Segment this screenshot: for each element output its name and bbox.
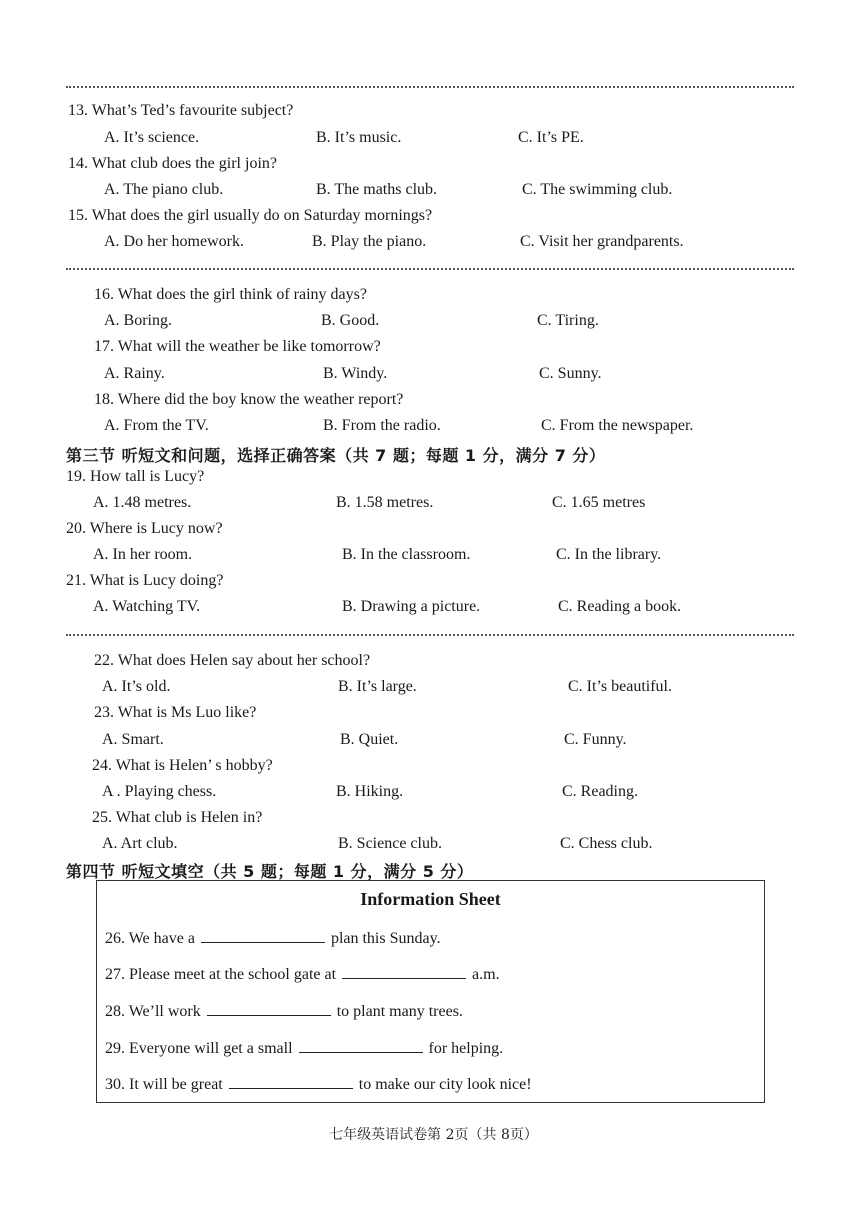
option-16a: A. Boring. bbox=[104, 312, 172, 329]
option-24c: C. Reading. bbox=[562, 783, 638, 800]
option-23c: C. Funny. bbox=[564, 731, 627, 748]
option-18b: B. From the radio. bbox=[323, 417, 441, 434]
page-footer: 七年级英语试卷第 2页（共 8页） bbox=[329, 1127, 538, 1143]
question-23: 23. What is Ms Luo like? bbox=[94, 704, 257, 721]
option-18c: C. From the newspaper. bbox=[541, 417, 694, 434]
option-14c: C. The swimming club. bbox=[522, 181, 673, 198]
question-17: 17. What will the weather be like tomorrow? bbox=[94, 338, 381, 355]
answer-blank[interactable] bbox=[229, 1074, 353, 1089]
option-13b: B. It’s music. bbox=[316, 129, 402, 146]
dotted-divider bbox=[66, 268, 794, 270]
fill-text-after: for helping. bbox=[428, 1040, 504, 1057]
fill-text-before: 30. It will be great bbox=[105, 1076, 223, 1093]
option-16b: B. Good. bbox=[321, 312, 380, 329]
answer-blank[interactable] bbox=[207, 1001, 331, 1016]
question-13: 13. What’s Ted’s favourite subject? bbox=[68, 102, 294, 119]
question-18: 18. Where did the boy know the weather report? bbox=[94, 391, 404, 408]
question-25: 25. What club is Helen in? bbox=[92, 809, 263, 826]
option-19c: C. 1.65 metres bbox=[552, 494, 646, 511]
question-15: 15. What does the girl usually do on Saturday mornings? bbox=[68, 207, 433, 224]
question-19: 19. How tall is Lucy? bbox=[66, 468, 205, 485]
information-sheet-box bbox=[96, 880, 765, 1103]
option-21a: A. Watching TV. bbox=[93, 598, 201, 615]
option-22c: C. It’s beautiful. bbox=[568, 678, 672, 695]
option-14a: A. The piano club. bbox=[104, 181, 224, 198]
fill-text-before: 28. We’ll work bbox=[105, 1003, 201, 1020]
fill-text-before: 26. We have a bbox=[105, 930, 195, 947]
answer-blank[interactable] bbox=[201, 928, 325, 943]
fill-text-after: to make our city look nice! bbox=[358, 1076, 532, 1093]
option-23b: B. Quiet. bbox=[340, 731, 399, 748]
option-20a: A. In her room. bbox=[93, 546, 193, 563]
option-20b: B. In the classroom. bbox=[342, 546, 471, 563]
option-17c: C. Sunny. bbox=[539, 365, 602, 382]
option-13c: C. It’s PE. bbox=[518, 129, 584, 146]
option-20c: C. In the library. bbox=[556, 546, 662, 563]
fill-item-26 bbox=[105, 928, 441, 948]
option-17b: B. Windy. bbox=[323, 365, 388, 382]
fill-text-after: to plant many trees. bbox=[336, 1003, 463, 1020]
question-16: 16. What does the girl think of rainy days? bbox=[94, 286, 367, 303]
fill-item-27 bbox=[105, 964, 500, 984]
question-21: 21. What is Lucy doing? bbox=[66, 572, 224, 589]
option-19a: A. 1.48 metres. bbox=[93, 494, 192, 511]
dotted-divider bbox=[66, 634, 794, 636]
option-25b: B. Science club. bbox=[338, 835, 442, 852]
option-18a: A. From the TV. bbox=[104, 417, 209, 434]
question-20: 20. Where is Lucy now? bbox=[66, 520, 223, 537]
option-19b: B. 1.58 metres. bbox=[336, 494, 434, 511]
option-24b: B. Hiking. bbox=[336, 783, 404, 800]
fill-item-28 bbox=[105, 1001, 463, 1021]
option-16c: C. Tiring. bbox=[537, 312, 599, 329]
option-25c: C. Chess club. bbox=[560, 835, 653, 852]
fill-item-30 bbox=[105, 1074, 532, 1094]
option-22a: A. It’s old. bbox=[102, 678, 171, 695]
option-21c: C. Reading a book. bbox=[558, 598, 682, 615]
option-22b: B. It’s large. bbox=[338, 678, 417, 695]
option-15b: B. Play the piano. bbox=[312, 233, 427, 250]
fill-text-after: plan this Sunday. bbox=[330, 930, 441, 947]
option-15c: C. Visit her grandparents. bbox=[520, 233, 684, 250]
option-13a: A. It’s science. bbox=[104, 129, 200, 146]
fill-text-before: 29. Everyone will get a small bbox=[105, 1040, 293, 1057]
option-21b: B. Drawing a picture. bbox=[342, 598, 481, 615]
information-sheet-title: Information Sheet bbox=[360, 889, 501, 909]
fill-text-after: a.m. bbox=[472, 966, 500, 983]
option-17a: A. Rainy. bbox=[104, 365, 165, 382]
option-15a: A. Do her homework. bbox=[104, 233, 244, 250]
question-14: 14. What club does the girl join? bbox=[68, 155, 277, 172]
answer-blank[interactable] bbox=[299, 1038, 423, 1053]
dotted-divider bbox=[66, 86, 794, 88]
fill-item-29 bbox=[105, 1038, 503, 1058]
option-25a: A. Art club. bbox=[102, 835, 178, 852]
fill-text-before: 27. Please meet at the school gate at bbox=[105, 966, 337, 983]
question-24: 24. What is Helen’ s hobby? bbox=[92, 757, 273, 774]
option-14b: B. The maths club. bbox=[316, 181, 438, 198]
section-3-title: 第三节 听短文和问题，选择正确答案（共 7 题；每题 1 分，满分 7 分） bbox=[66, 446, 606, 465]
section-4-title: 第四节 听短文填空（共 5 题；每题 1 分，满分 5 分） bbox=[66, 862, 474, 881]
question-22: 22. What does Helen say about her school? bbox=[94, 652, 371, 669]
option-23a: A. Smart. bbox=[102, 731, 164, 748]
option-24a: A . Playing chess. bbox=[102, 783, 217, 800]
answer-blank[interactable] bbox=[342, 964, 466, 979]
